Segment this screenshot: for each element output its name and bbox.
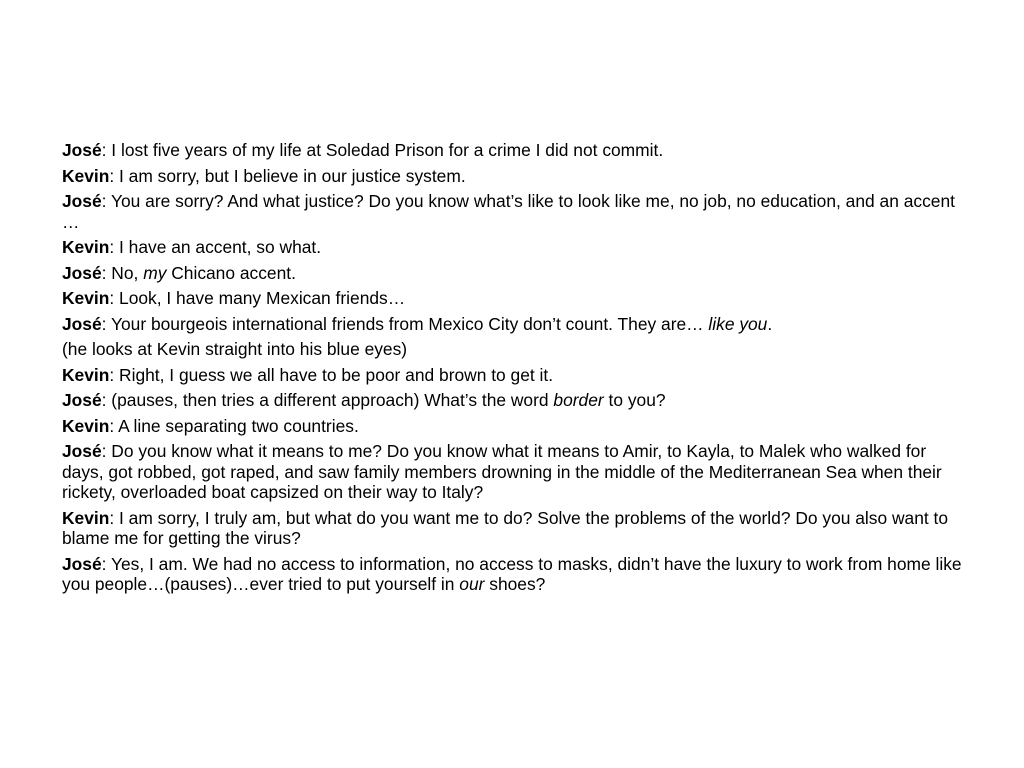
dialogue-line [62, 314, 967, 335]
speaker-name: Kevin [62, 415, 110, 436]
dialogue-text: (he looks at Kevin straight into his blue eyes) [62, 339, 408, 359]
dialogue-line [62, 554, 967, 595]
dialogue-text: shoes? [484, 574, 546, 594]
dialogue-text: : You are sorry? And what justice? Do you know what’s like to look like me, no job, no education, and an accent … [62, 191, 955, 232]
speaker-name: Kevin [62, 507, 110, 528]
dialogue-text: : I am sorry, I truly am, but what do you want me to do? Solve the problems of the world? Do you also want to blame me for getting the virus? [62, 507, 949, 548]
emphasized-text: border [553, 390, 604, 410]
dialogue-text: . [767, 313, 773, 334]
speaker-name: José [62, 140, 102, 160]
dialogue-line [62, 339, 967, 360]
dialogue-text-block [62, 140, 967, 600]
speaker-name: José [62, 390, 102, 410]
dialogue-text: : I have an accent, so what. [109, 237, 322, 257]
dialogue-text: : Right, I guess we all have to be poor and brown to get it. [109, 364, 554, 385]
dialogue-text: : No, [101, 262, 144, 283]
dialogue-line [62, 263, 967, 284]
dialogue-line [62, 237, 967, 258]
speaker-name: José [62, 313, 102, 334]
speaker-name: José [62, 553, 102, 574]
speaker-name: José [62, 262, 102, 283]
dialogue-text: Chicano accent. [166, 262, 296, 283]
dialogue-text: : Yes, I am. We had no access to information, no access to masks, didn’t have the luxury to work from home like you people…(pauses)…ever tried to put yourself in [62, 553, 962, 594]
dialogue-text: : A line separating two countries. [109, 415, 359, 436]
dialogue-text: : Look, I have many Mexican friends… [109, 288, 406, 308]
dialogue-line [62, 416, 967, 437]
speaker-name: Kevin [62, 165, 110, 186]
dialogue-line [62, 365, 967, 386]
speaker-name: Kevin [62, 288, 110, 308]
emphasized-text: like you [708, 313, 768, 334]
dialogue-line [62, 390, 967, 411]
speaker-name: José [62, 191, 102, 211]
dialogue-line [62, 441, 967, 503]
dialogue-line [62, 288, 967, 309]
speaker-name: Kevin [62, 364, 110, 385]
speaker-name: José [62, 441, 102, 461]
dialogue-line [62, 166, 967, 187]
dialogue-text: : Do you know what it means to me? Do you know what it means to Amir, to Kayla, to Malek who walked for days, got robbed, got raped, and saw family members drowning in the middle of the Mediterranean Sea when their rickety, overloaded boat capsized on their way to Italy? [62, 441, 942, 502]
dialogue-text: to you? [603, 390, 666, 410]
dialogue-text: : I lost five years of my life at Soledad Prison for a crime I did not commit. [101, 140, 664, 160]
emphasized-text: our [459, 574, 485, 594]
dialogue-text: : Your bourgeois international friends from Mexico City don’t count. They are… [101, 313, 709, 334]
dialogue-line [62, 508, 967, 549]
dialogue-line [62, 191, 967, 232]
dialogue-text: : I am sorry, but I believe in our justice system. [109, 165, 466, 186]
dialogue-text: : (pauses, then tries a different approach) What’s the word [101, 390, 554, 410]
emphasized-text: my [143, 262, 167, 283]
dialogue-line [62, 140, 967, 161]
speaker-name: Kevin [62, 237, 110, 257]
